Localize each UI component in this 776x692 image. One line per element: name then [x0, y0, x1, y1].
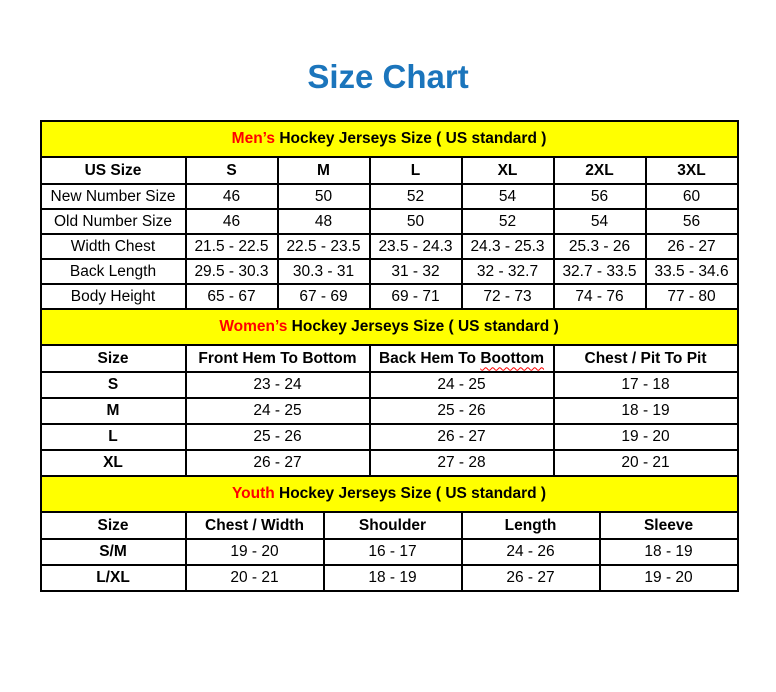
- cell: 50: [278, 184, 370, 209]
- mens-section-title-text: Hockey Jerseys Size ( US standard ): [275, 130, 547, 147]
- table-row-womens-xl: [41, 450, 738, 476]
- cell: 52: [462, 209, 554, 234]
- cell: 25 - 26: [186, 424, 370, 450]
- row-label: Body Height: [41, 284, 186, 309]
- table-row-youth-lxl: [41, 565, 738, 591]
- table-row-womens-s: [41, 372, 738, 398]
- cell: 54: [554, 209, 646, 234]
- row-label: S/M: [41, 539, 186, 565]
- womens-col-chest-pit: Chest / Pit To Pit: [554, 345, 738, 372]
- womens-col-back-hem: [370, 345, 554, 372]
- cell: 32 - 32.7: [462, 259, 554, 284]
- cell: 77 - 80: [646, 284, 738, 309]
- table-row-body-height: [41, 284, 738, 309]
- youth-section-band: [41, 476, 738, 512]
- mens-column-header-row: [41, 157, 738, 184]
- cell: 56: [646, 209, 738, 234]
- cell: 18 - 19: [324, 565, 462, 591]
- cell: 54: [462, 184, 554, 209]
- cell: 33.5 - 34.6: [646, 259, 738, 284]
- cell: 60: [646, 184, 738, 209]
- row-label: Back Length: [41, 259, 186, 284]
- womens-size-table: [40, 308, 739, 477]
- cell: 56: [554, 184, 646, 209]
- cell: 27 - 28: [370, 450, 554, 476]
- cell: 25 - 26: [370, 398, 554, 424]
- cell: 26 - 27: [186, 450, 370, 476]
- womens-section-header: [41, 309, 738, 345]
- youth-col-size: Size: [41, 512, 186, 539]
- mens-col-2xl: 2XL: [554, 157, 646, 184]
- cell: 20 - 21: [554, 450, 738, 476]
- cell: 21.5 - 22.5: [186, 234, 278, 259]
- cell: 20 - 21: [186, 565, 324, 591]
- cell: 23.5 - 24.3: [370, 234, 462, 259]
- size-tables-container: [40, 120, 737, 592]
- cell: 19 - 20: [186, 539, 324, 565]
- cell: 46: [186, 209, 278, 234]
- back-hem-label-prefix: Back Hem To: [378, 349, 477, 367]
- cell: 32.7 - 33.5: [554, 259, 646, 284]
- youth-col-chest-width: Chest / Width: [186, 512, 324, 539]
- mens-section-band: [41, 121, 738, 157]
- cell: 16 - 17: [324, 539, 462, 565]
- womens-brand-label: Women’s: [219, 318, 288, 335]
- row-label: L: [41, 424, 186, 450]
- cell: 24 - 25: [186, 398, 370, 424]
- mens-col-xl: XL: [462, 157, 554, 184]
- cell: 17 - 18: [554, 372, 738, 398]
- womens-col-front-hem: Front Hem To Bottom: [186, 345, 370, 372]
- cell: 24 - 25: [370, 372, 554, 398]
- youth-col-shoulder: Shoulder: [324, 512, 462, 539]
- mens-col-3xl: 3XL: [646, 157, 738, 184]
- table-row-back-length: [41, 259, 738, 284]
- row-label: M: [41, 398, 186, 424]
- youth-section-header: [41, 476, 738, 512]
- mens-size-table: [40, 120, 739, 310]
- cell: 25.3 - 26: [554, 234, 646, 259]
- table-row-youth-sm: [41, 539, 738, 565]
- cell: 72 - 73: [462, 284, 554, 309]
- row-label: S: [41, 372, 186, 398]
- cell: 67 - 69: [278, 284, 370, 309]
- mens-col-l: L: [370, 157, 462, 184]
- table-row-new-number-size: [41, 184, 738, 209]
- cell: 22.5 - 23.5: [278, 234, 370, 259]
- cell: 69 - 71: [370, 284, 462, 309]
- youth-column-header-row: [41, 512, 738, 539]
- youth-size-table: [40, 475, 739, 592]
- row-label: New Number Size: [41, 184, 186, 209]
- cell: 18 - 19: [554, 398, 738, 424]
- table-row-width-chest: [41, 234, 738, 259]
- cell: 24.3 - 25.3: [462, 234, 554, 259]
- cell: 19 - 20: [600, 565, 738, 591]
- table-row-old-number-size: [41, 209, 738, 234]
- mens-col-m: M: [278, 157, 370, 184]
- mens-col-s: S: [186, 157, 278, 184]
- cell: 26 - 27: [646, 234, 738, 259]
- youth-col-sleeve: Sleeve: [600, 512, 738, 539]
- cell: 50: [370, 209, 462, 234]
- size-chart-page: [0, 58, 776, 592]
- cell: 24 - 26: [462, 539, 600, 565]
- page-title: Size Chart: [307, 58, 469, 95]
- cell: 26 - 27: [462, 565, 600, 591]
- row-label: Old Number Size: [41, 209, 186, 234]
- youth-brand-label: Youth: [231, 485, 275, 502]
- cell: 46: [186, 184, 278, 209]
- mens-section-header: [41, 121, 738, 157]
- cell: 31 - 32: [370, 259, 462, 284]
- mens-brand-label: Men’s: [231, 130, 276, 147]
- mens-col-us-size: US Size: [41, 157, 186, 184]
- row-label: XL: [41, 450, 186, 476]
- cell: 74 - 76: [554, 284, 646, 309]
- cell: 52: [370, 184, 462, 209]
- cell: 26 - 27: [370, 424, 554, 450]
- cell: 30.3 - 31: [278, 259, 370, 284]
- cell: 19 - 20: [554, 424, 738, 450]
- youth-col-length: Length: [462, 512, 600, 539]
- womens-section-band: [41, 309, 738, 345]
- youth-section-title-text: Hockey Jerseys Size ( US standard ): [274, 485, 547, 502]
- cell: 65 - 67: [186, 284, 278, 309]
- cell: 48: [278, 209, 370, 234]
- row-label: Width Chest: [41, 234, 186, 259]
- row-label: L/XL: [41, 565, 186, 591]
- womens-section-title-text: Hockey Jerseys Size ( US standard ): [287, 318, 559, 335]
- cell: 23 - 24: [186, 372, 370, 398]
- back-hem-misspelled-word: Boottom: [480, 349, 545, 367]
- cell: 29.5 - 30.3: [186, 259, 278, 284]
- womens-column-header-row: [41, 345, 738, 372]
- womens-col-size: Size: [41, 345, 186, 372]
- table-row-womens-l: [41, 424, 738, 450]
- cell: 18 - 19: [600, 539, 738, 565]
- table-row-womens-m: [41, 398, 738, 424]
